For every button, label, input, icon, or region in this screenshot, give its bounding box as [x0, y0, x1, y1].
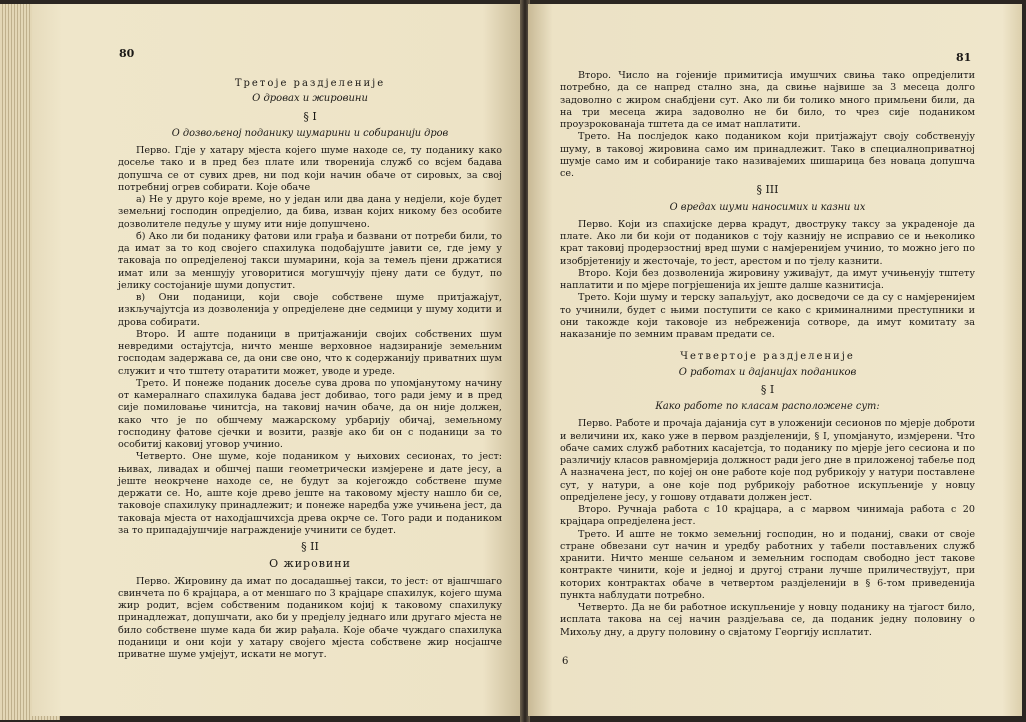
section-title: Четвертоје раздјеленије [680, 351, 855, 363]
paragraph-mark: § I [303, 109, 317, 123]
paragraph-mark: § III [756, 183, 779, 197]
text-paragraph: Втoро. И аште поданици в притјажанији својих собствених шум невредими остајутсја, ничто менше верховное надзираније земељним господам задержава се, да они све оно, что к содержанију приватних шум служит и что тштету отаратити может, уводе и уреде. [118, 328, 502, 377]
page-number: 80 [119, 47, 135, 60]
text-paragraph: Трето. Који шуму и терску запаљујут, ако досведочи се да су с намјеренијем то учинили, будет с њими поступити се како с криминалними преступники и они такожде који таковоје из небреженија сотворе, да имут комитату за наказаније по земним правам предати се. [560, 292, 975, 340]
paragraph-title: О вредах шуми наносимих и казни их [669, 201, 866, 213]
text-paragraph: Четверто. Да не би работное искупљеније у новцу поданику на тјагост било, исплата такова на сеј начин раздјељава се, да поданик једну половину о Михољу дну, а другу половину о свјатому Георгију исплатит. [560, 602, 975, 638]
page-number: 81 [956, 51, 972, 64]
section-subtitle: О работах и дајанијах подаников [678, 366, 857, 378]
text-paragraph: Трето. И понеже поданик досеље сува дрова по упомјанутому начину от камералнаго спахилука бадава јест добивао, того ради јему и в пред сије помиловање чинитсја, на таковиј начин обаче, да он није должен, како что је по обшчему мажарскому урбарију обичај, земељному господину фатове сјечки и возити, развје ако би он с поданици за то особитиј каковиј уговор учинио. [118, 377, 502, 450]
text-paragraph: в) Они поданици, који своје собствене шуме притјажајут, изкључајутсја из дозволенија у опредјелене дне седмици у шуму ходити и дрова собирати. [118, 292, 502, 328]
text-paragraph: Перво. Работе и прочаја дајанија сут в уложенији сесионов по мјерје доброти и величини их, како уже в первом раздјеленији, § I, упомјануто, измјерени. Что обаче самих служб работних касајетсја, то поданику по мјерје јего сесиона и по различију класов равномјерија должност ради јего дне в приложеној табеље под А назначена јест, по којеј он оне работе које под рубрикоју у натури поставлене сут, у натури, а оне које под рубрикоју работное искупљеније у новцу опредјелене јесу, у гошову отдавати должен јест. [560, 418, 975, 503]
right-page-text [560, 70, 975, 639]
text-paragraph: Трето. На послједок како подаником који притјажајут својy собственују шуму, в таковој жировина само им принадлежит. Тако в специалноприватној шумје само им и собираније тако називајемих шишарица без новаца допушча се. [560, 131, 975, 179]
right-page [528, 4, 1022, 716]
text-paragraph: Перво. Жировину да имат по досадашњеј такси, то јест: от вјашчшаго свинчета по 6 крајцара, а от меншаго по 3 крајцаре спахилук, којего шума жир родит, всјем собственим подаником којиј к таковому спахилуку принадлежат, допушчати, ако би у предјелу једнаго или другаго мјеста не било собствене шуме када би жир рађала. Које обаче чуждаго спахилука поданици и они који у хатару својего мјеста собствене жир носјашче приватне шуме умјејут, искати не могут. [118, 575, 502, 660]
left-page [32, 4, 522, 716]
text-paragraph: Перво. Гдје у хатару мјеста којего шуме находе се, ту поданику како досеље тако и в пред без плате или творенија служб со всјем бадава допушча се от сувих древ, ни под који начин обаче от сировых, за свој потребниј огрев собирати. Које обаче [118, 145, 502, 193]
section-title: Третоје раздјеленије [234, 78, 386, 89]
text-paragraph: а) Не у друго које време, но у један или два дана у недјели, које будет земељниј господин опредјелио, да бива, изван којих никому без особите дозволителе педуље у шуму ити није допушчено. [118, 194, 502, 230]
paragraph-title: О жировини [269, 557, 351, 571]
text-paragraph: Перво. Који из спахијске дерва крадут, двоструку таксу за украденоје да плате. Ако ли би који от подаников с тоју казнију не исправио се и њеколико крат таковиј продерзостниј вред шуми с намјеренијем учинио, то можно јего по изобрјетенију и жесточаје, то јест, арестом и по тјелу казнити. [560, 218, 975, 267]
section-subtitle: О дровах и жировини [252, 93, 368, 105]
text-paragraph: Второ. Число на гојеније примитисја имушчих свиња тако опредјелити потребно, да се напред стално зна, да свиње највише за 3 месеца долго задоволно с жиром снабдјени сут. Ако ли би толико много примљени били, да на три месеца жира задоволно не би било, то чрез сије подаником проузрокованаја тштета да се имат наплатити. [560, 70, 975, 130]
text-paragraph: Второ. Који без дозволенија жировину уживајут, да имут учињенују тштету наплатити и по мјере погрјешенија их јеште далше казнитисја. [560, 267, 975, 291]
paragraph-title: О дозвољеној поданику шумарини и собиранији дров [171, 127, 449, 139]
paragraph-mark: § II [301, 540, 319, 553]
paragraph-title: Како работе по класам расположене сут: [655, 401, 880, 412]
text-paragraph: б) Ако ли би поданику фатови или грађа и базвани от потреби били, то да имат за то код својего спахилука подобајуште јавити се, где јему у таковаја по опредјеленој такси шумарини, која за темељ пјени држатися имат или за меншују уговоритися могушчују пјену дати се будут, по јелику состојаније шуми допустит. [118, 230, 502, 291]
left-page-text [118, 74, 502, 661]
text-paragraph: Второ. Ручнаја работа с 10 крајцара, а с марвом чинимаја работа с 20 крајцара опредјелена јест. [560, 504, 975, 528]
text-paragraph: Четверто. Оне шуме, које подаником у њихових сесионах, то јест: њивах, ливадах и обшчеј паши геометрически измјерене и дате јесу, а јеште неокрчене находе се, не будут за којегождо собствене шуме держати се. Но, аште које древо јеште на таковому мјесту нашло би се, таковоје спахилуку принадлежит; и понеже наредба уже учињена јест, да таковаја мјеста от находјашчихсја древа окрче се. Того ради и подаником за то припадајушчије награжденије учинити се будет. [118, 451, 502, 536]
paragraph-mark: § I [760, 382, 775, 396]
text-paragraph: Трето. И аште не токмо земељниј господин, но и поданиј, сваки от своје стране обвезани сут начин и уредбу работних у табели постављених служб хранити. Ничто менше сељаном и земељним господам свободно јест таковe контракте чинити, које и једној и другој страни лучше приличествујут, при которих контрактах обаче в четвертом раздјеленији в § 6-том приведенија пункта наблудати потребно. [560, 528, 975, 601]
signature-mark: 6 [562, 656, 569, 667]
